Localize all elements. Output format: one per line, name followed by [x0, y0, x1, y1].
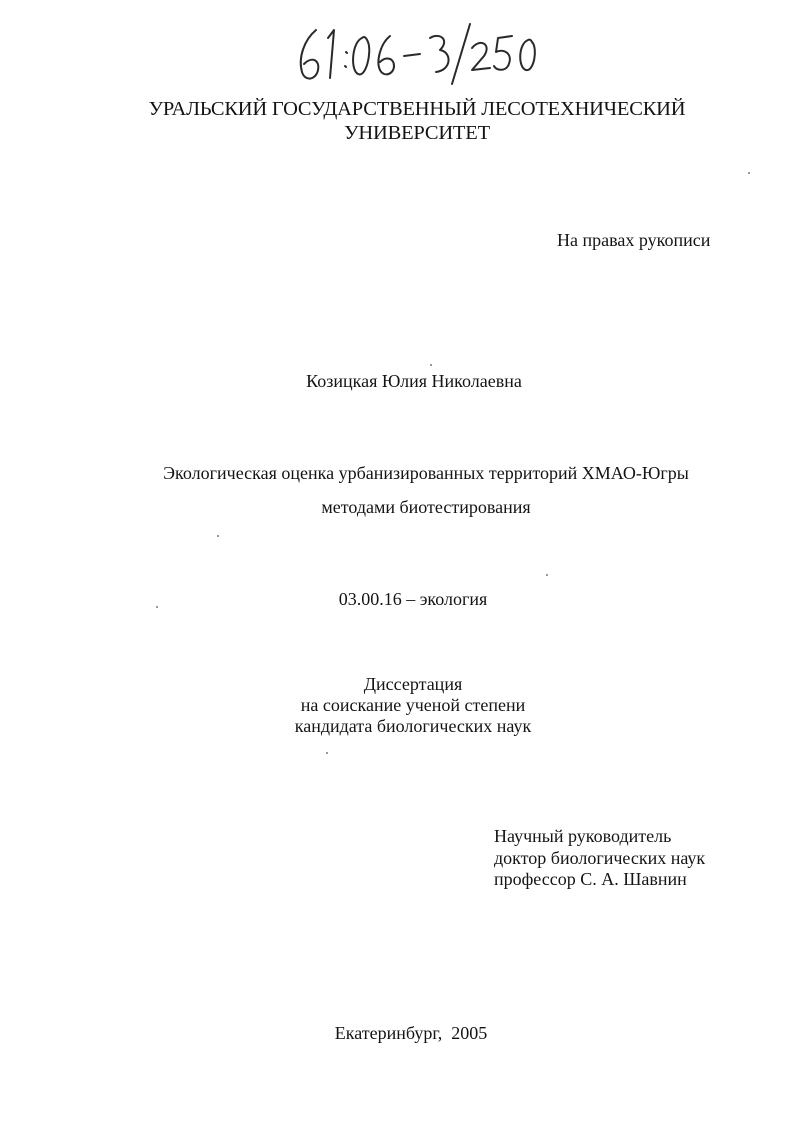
supervisor-line-3: профессор С. А. Шавнин: [494, 869, 687, 889]
supervisor-block: [494, 826, 705, 891]
university-name: [0, 97, 796, 145]
rights-notice: На правах рукописи: [557, 230, 711, 250]
scan-speck: [156, 606, 158, 608]
scan-speck: [217, 535, 219, 537]
shelfmark-text: 61:06-3/250: [290, 12, 295, 13]
thesis-title-line-1: Экологическая оценка урбанизированных территорий ХМАО-Югры: [163, 463, 689, 483]
handwritten-shelfmark-icon: [290, 12, 540, 92]
thesis-title: [0, 456, 796, 524]
supervisor-line-2: доктор биологических наук: [494, 847, 706, 868]
degree-line-2: на соискание ученой степени: [300, 695, 526, 715]
degree-line-1: Диссертация: [363, 674, 463, 694]
scan-speck: [326, 752, 328, 754]
university-line-1: УРАЛЬСКИЙ ГОСУДАРСТВЕННЫЙ ЛЕСОТЕХНИЧЕСКИЙ: [148, 98, 686, 120]
thesis-title-line-2: методами биотестирования: [321, 497, 531, 517]
author-name: Козицкая Юлия Николаевна: [306, 371, 522, 391]
scan-speck: [546, 574, 548, 576]
scan-speck: [430, 364, 432, 366]
place-and-year: Екатеринбург, 2005: [334, 1023, 488, 1043]
specialty-code: 03.00.16 – экология: [338, 589, 488, 609]
degree-statement: [0, 674, 796, 737]
university-line-2: УНИВЕРСИТЕТ: [344, 122, 490, 144]
scan-speck: [748, 172, 750, 174]
supervisor-line-1: Научный руководитель: [494, 826, 672, 846]
degree-line-3: кандидата биологических наук: [294, 716, 532, 736]
